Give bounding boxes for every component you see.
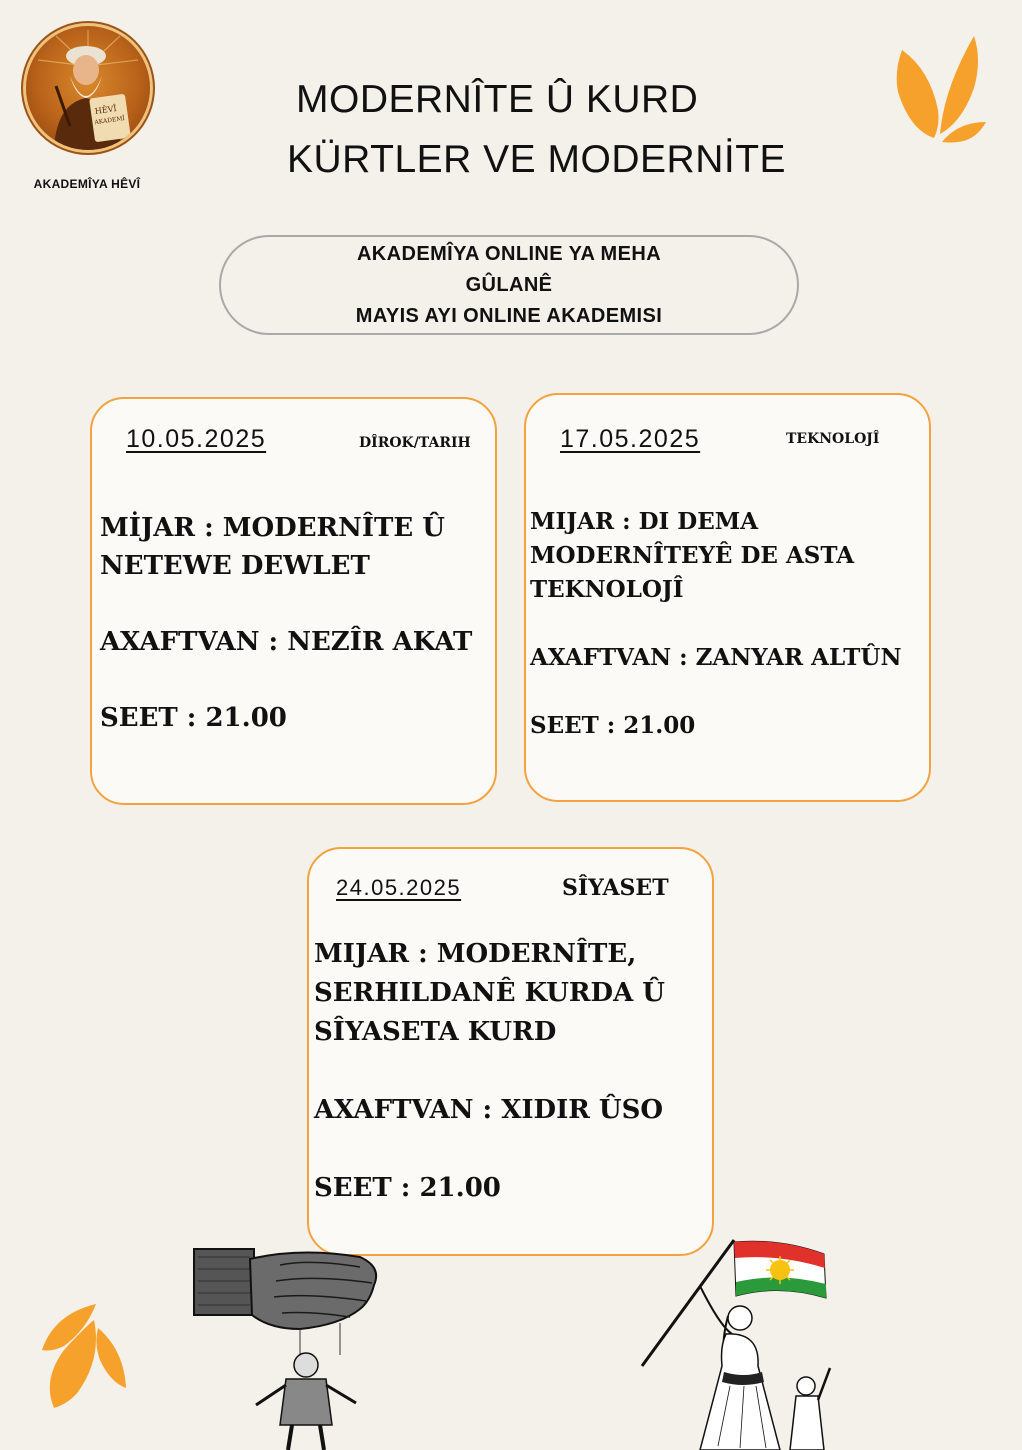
online-academy-banner (219, 235, 799, 335)
page-title-turkish: KÜRTLER VE MODERNİTE (287, 138, 787, 181)
scholar-portrait-icon (26, 26, 150, 150)
session-time: SEET : 21.00 (530, 712, 696, 739)
session-time: SEET : 21.00 (100, 703, 287, 733)
leaf-cluster-icon (34, 1300, 134, 1412)
academy-logo (26, 26, 150, 150)
logo-caption: AKADEMÎYA HÊVÎ (33, 177, 141, 191)
leaf-cluster-icon (890, 30, 990, 145)
banner-line-3: MAYIS AYI ONLINE AKADEMISI (355, 304, 663, 327)
session-speaker: AXAFTVAN : ZANYAR ALTÛN (530, 644, 902, 671)
session-topic: MIJAR : MODERNÎTE, SERHILDANÊ KURDA Û SÎYASETA KURD (314, 939, 665, 1047)
session-category: TEKNOLOJÎ (786, 431, 880, 447)
session-details (530, 505, 931, 743)
session-card-3 (307, 847, 714, 1256)
session-topic: MIJAR : DI DEMA MODERNÎTEYÊ DE ASTA TEKNOLOJÎ (530, 508, 855, 603)
logo-book-subtext: AKADEMÎ (94, 114, 126, 127)
session-date: 17.05.2025 (560, 425, 701, 453)
banner-line-1: AKADEMÎYA ONLINE YA MEHA (356, 242, 662, 265)
session-details (100, 509, 496, 737)
session-speaker: AXAFTVAN : XIDIR ÛSO (314, 1095, 663, 1125)
session-card-2 (524, 393, 931, 802)
session-details (314, 935, 714, 1208)
session-speaker: AXAFTVAN : NEZÎR AKAT (100, 627, 473, 657)
session-time: SEET : 21.00 (314, 1173, 501, 1203)
fist-with-puppet-illustration (190, 1245, 382, 1450)
session-category: DÎROK/TARIH (359, 435, 471, 451)
session-topic: MİJAR : MODERNÎTE Û NETEWE DEWLET (100, 513, 445, 581)
banner-line-2: GÛLANÊ (465, 273, 553, 296)
session-date: 10.05.2025 (126, 425, 267, 453)
woman-with-kurdish-flag-illustration (640, 1236, 840, 1450)
session-category: SÎYASET (562, 875, 669, 901)
session-date: 24.05.2025 (336, 875, 462, 900)
logo-book-text: HÊVÎ (94, 104, 118, 116)
session-card-1 (90, 397, 497, 805)
page-title-kurdish: MODERNÎTE Û KURD (296, 78, 699, 121)
